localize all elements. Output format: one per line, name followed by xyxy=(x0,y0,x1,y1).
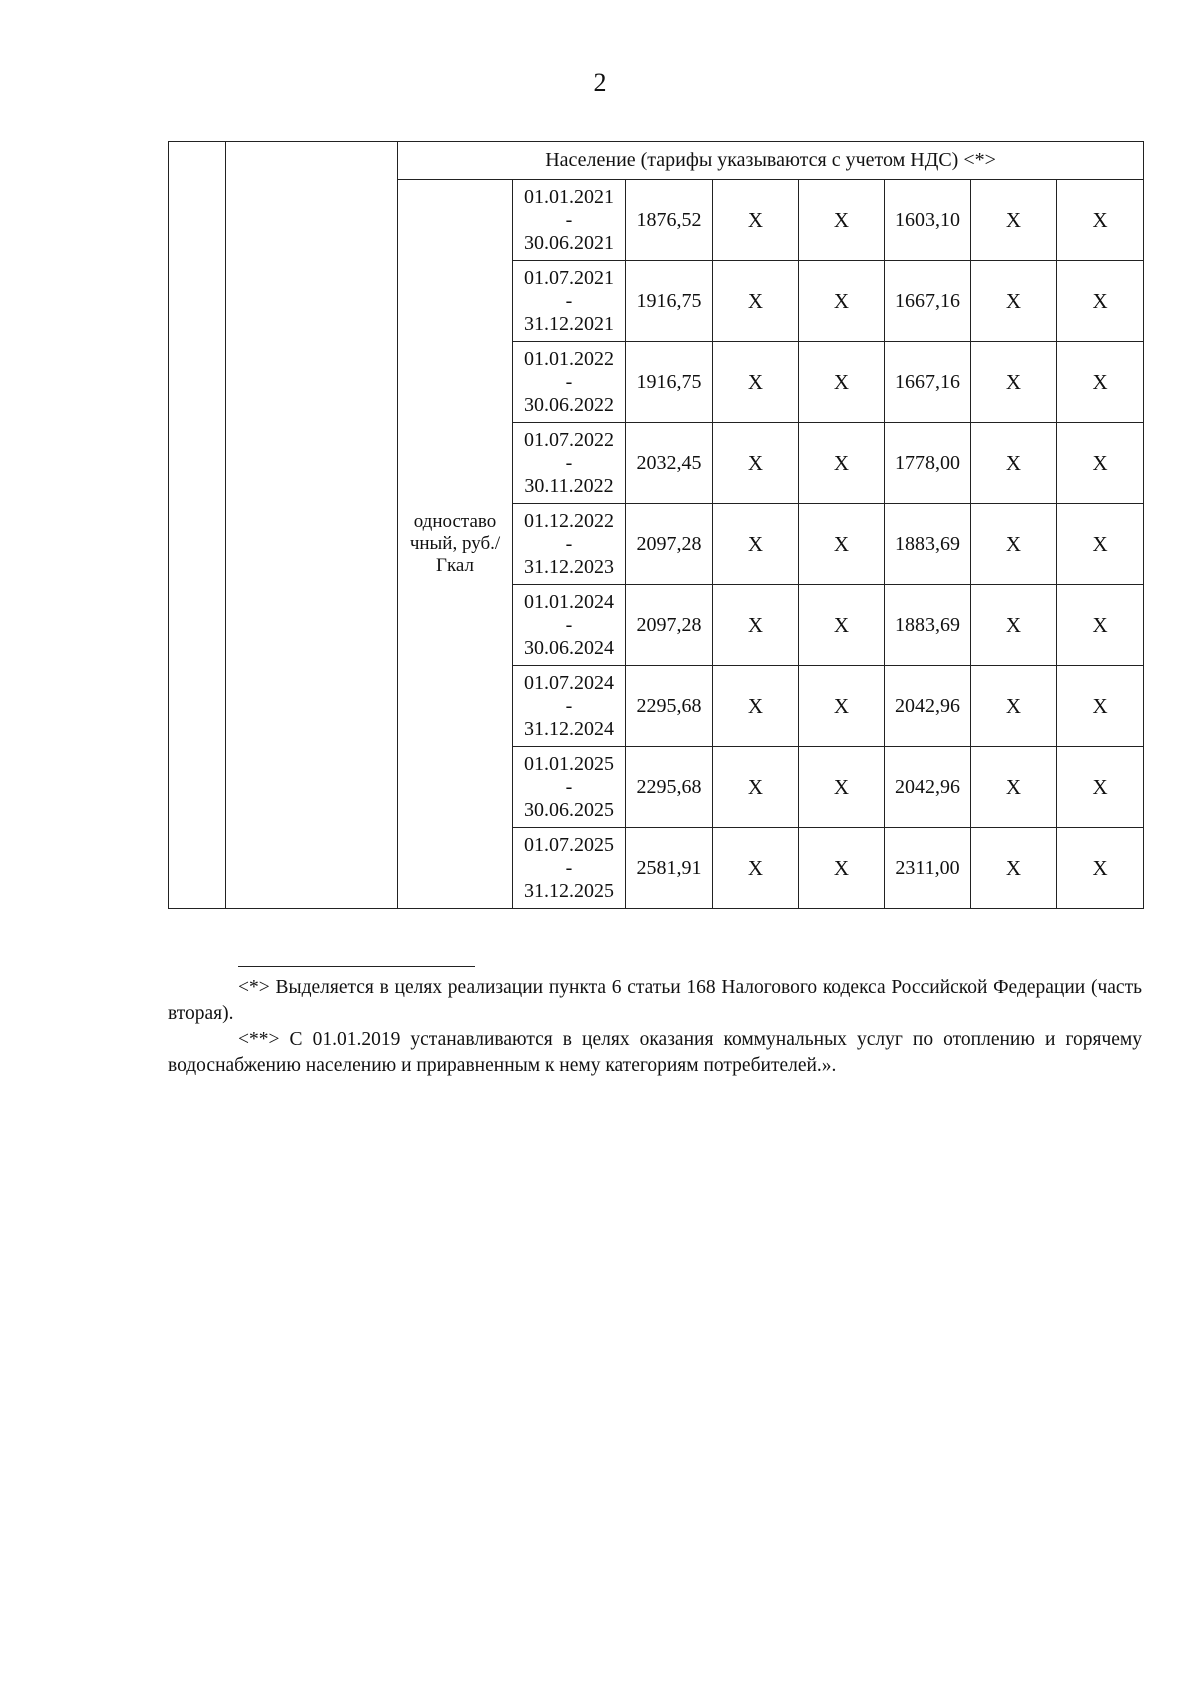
not-applicable-cell: X xyxy=(971,180,1057,261)
not-applicable-cell: X xyxy=(971,504,1057,585)
not-applicable-cell: X xyxy=(713,261,799,342)
not-applicable-cell: X xyxy=(971,828,1057,909)
not-applicable-cell: X xyxy=(971,666,1057,747)
period-cell xyxy=(513,261,626,342)
not-applicable-cell: X xyxy=(971,423,1057,504)
not-applicable-cell: X xyxy=(799,342,885,423)
period-end: 31.12.2024 xyxy=(524,717,614,740)
period-cell xyxy=(513,747,626,828)
tariff-value-cell: 2581,91 xyxy=(626,828,713,909)
tariff-value-cell: 1916,75 xyxy=(626,261,713,342)
period-cell xyxy=(513,585,626,666)
dash: - xyxy=(565,289,573,312)
not-applicable-cell: X xyxy=(1057,828,1144,909)
tariff-value-cell: 1883,69 xyxy=(885,585,971,666)
period-start: 01.12.2022 xyxy=(524,509,614,532)
not-applicable-cell: X xyxy=(713,828,799,909)
not-applicable-cell: X xyxy=(1057,261,1144,342)
tariff-value-cell: 2295,68 xyxy=(626,747,713,828)
period-cell xyxy=(513,504,626,585)
not-applicable-cell: X xyxy=(799,261,885,342)
section-header: Население (тарифы указываются с учетом НДС) <*> xyxy=(398,142,1144,180)
dash: - xyxy=(565,694,573,717)
tariff-table xyxy=(168,141,1144,909)
dash: - xyxy=(565,451,573,474)
not-applicable-cell: X xyxy=(799,180,885,261)
not-applicable-cell: X xyxy=(799,828,885,909)
period-cell xyxy=(513,342,626,423)
period-end: 31.12.2023 xyxy=(524,555,614,578)
tariff-value-cell: 2295,68 xyxy=(626,666,713,747)
page-number: 2 xyxy=(593,68,607,97)
not-applicable-cell: X xyxy=(1057,666,1144,747)
tariff-value-cell: 2032,45 xyxy=(626,423,713,504)
not-applicable-cell: X xyxy=(799,666,885,747)
not-applicable-cell: X xyxy=(713,342,799,423)
tariff-value-cell: 1778,00 xyxy=(885,423,971,504)
tariff-value-cell: 1667,16 xyxy=(885,342,971,423)
not-applicable-cell: X xyxy=(799,504,885,585)
tariff-value-cell: 1667,16 xyxy=(885,261,971,342)
period-start: 01.07.2021 xyxy=(524,266,614,289)
not-applicable-cell: X xyxy=(971,585,1057,666)
period-cell xyxy=(513,180,626,261)
period-end: 30.06.2025 xyxy=(524,798,614,821)
period-end: 30.06.2021 xyxy=(524,231,614,254)
not-applicable-cell: X xyxy=(971,261,1057,342)
dash: - xyxy=(565,775,573,798)
tariff-value-cell: 1916,75 xyxy=(626,342,713,423)
not-applicable-cell: X xyxy=(713,666,799,747)
period-start: 01.01.2024 xyxy=(524,590,614,613)
period-start: 01.01.2021 xyxy=(524,185,614,208)
period-cell xyxy=(513,666,626,747)
tariff-value-cell: 2042,96 xyxy=(885,747,971,828)
dash: - xyxy=(565,208,573,231)
tariff-value-cell: 2311,00 xyxy=(885,828,971,909)
period-end: 31.12.2025 xyxy=(524,879,614,902)
dash: - xyxy=(565,532,573,555)
period-end: 31.12.2021 xyxy=(524,312,614,335)
not-applicable-cell: X xyxy=(1057,504,1144,585)
period-start: 01.01.2025 xyxy=(524,752,614,775)
not-applicable-cell: X xyxy=(799,585,885,666)
blank-organization-column xyxy=(226,142,398,909)
not-applicable-cell: X xyxy=(971,747,1057,828)
section-header-row xyxy=(169,142,1144,180)
tariff-value-cell: 2042,96 xyxy=(885,666,971,747)
footnotes xyxy=(168,966,1142,1079)
footnote-2: <**> С 01.01.2019 устанавливаются в целях оказания коммунальных услуг по отоплению и горячему водоснабжению населению и приравненным к нему категориям потребителей.». xyxy=(168,1029,1142,1076)
blank-number-column xyxy=(169,142,226,909)
period-cell xyxy=(513,828,626,909)
not-applicable-cell: X xyxy=(1057,423,1144,504)
tariff-value-cell: 2097,28 xyxy=(626,504,713,585)
not-applicable-cell: X xyxy=(713,585,799,666)
not-applicable-cell: X xyxy=(713,504,799,585)
period-end: 30.11.2022 xyxy=(524,474,614,497)
period-cell xyxy=(513,423,626,504)
tariff-value-cell: 1603,10 xyxy=(885,180,971,261)
footnote-rule xyxy=(238,966,475,967)
not-applicable-cell: X xyxy=(971,342,1057,423)
not-applicable-cell: X xyxy=(799,747,885,828)
period-start: 01.07.2025 xyxy=(524,833,614,856)
period-end: 30.06.2022 xyxy=(524,393,614,416)
dash: - xyxy=(565,856,573,879)
dash: - xyxy=(565,370,573,393)
unit-label: одноставо чный, руб./Гкал xyxy=(398,180,513,909)
tariff-value-cell: 1883,69 xyxy=(885,504,971,585)
not-applicable-cell: X xyxy=(713,747,799,828)
not-applicable-cell: X xyxy=(799,423,885,504)
not-applicable-cell: X xyxy=(713,423,799,504)
period-start: 01.07.2024 xyxy=(524,671,614,694)
period-start: 01.07.2022 xyxy=(524,428,614,451)
not-applicable-cell: X xyxy=(1057,342,1144,423)
dash: - xyxy=(565,613,573,636)
not-applicable-cell: X xyxy=(1057,585,1144,666)
table-body xyxy=(169,142,1144,909)
period-start: 01.01.2022 xyxy=(524,347,614,370)
not-applicable-cell: X xyxy=(1057,180,1144,261)
period-end: 30.06.2024 xyxy=(524,636,614,659)
not-applicable-cell: X xyxy=(1057,747,1144,828)
footnote-1: <*> Выделяется в целях реализации пункта 6 статьи 168 Налогового кодекса Российской Федерации (часть вторая). xyxy=(168,977,1142,1024)
tariff-value-cell: 2097,28 xyxy=(626,585,713,666)
not-applicable-cell: X xyxy=(713,180,799,261)
tariff-value-cell: 1876,52 xyxy=(626,180,713,261)
